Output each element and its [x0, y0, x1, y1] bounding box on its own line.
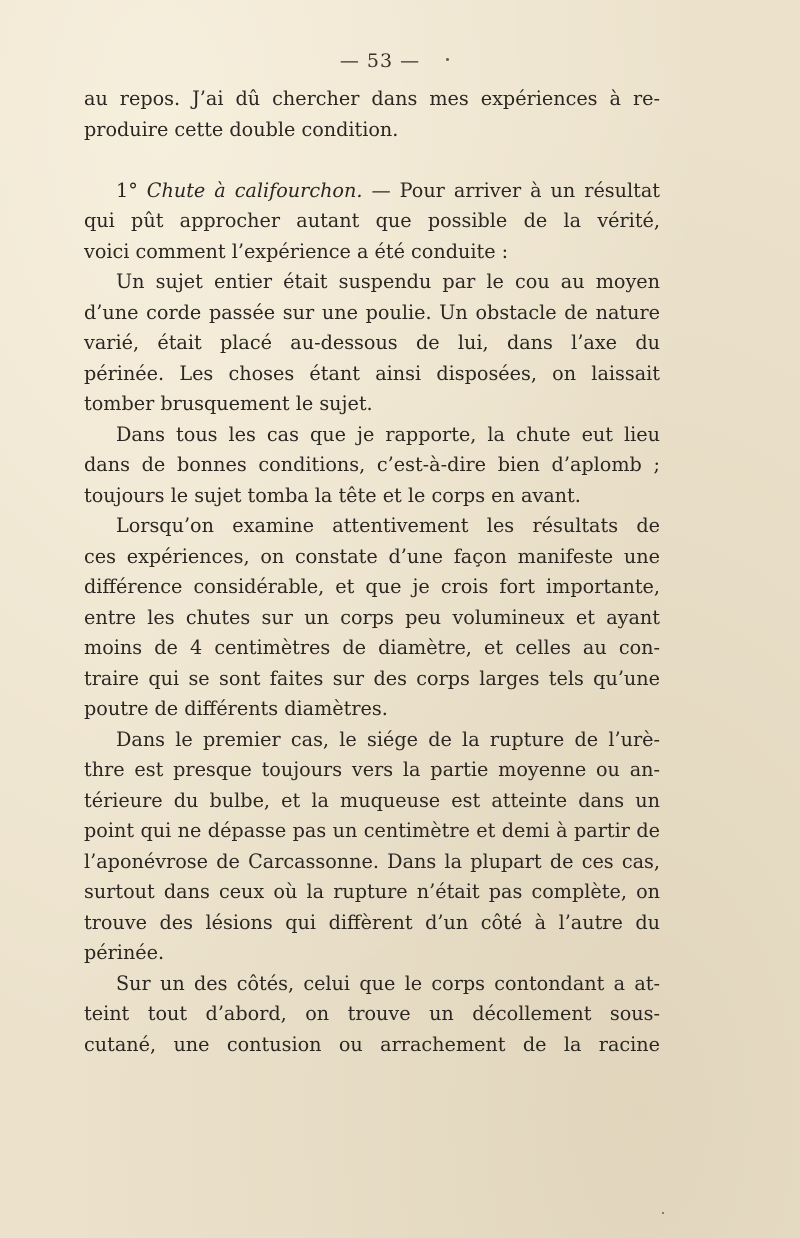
text-line: traire qui se sont faites sur des corps larges tels qu’une [84, 666, 660, 690]
paragraph [84, 511, 660, 725]
text-line: tomber brusquement le sujet. [84, 392, 373, 415]
page-number: — 53 — [339, 50, 421, 72]
section-title: Chute à califourchon. [146, 178, 363, 202]
text-line: voici comment l’expérience a été conduite : [84, 239, 509, 263]
text-line: Un sujet entier était suspendu par le cou au moyen [116, 270, 660, 293]
text-line: surtout dans ceux où la rupture n’était pas complète, on [84, 880, 660, 903]
paragraph [84, 267, 660, 420]
text-line: produire cette double condition. [84, 117, 399, 141]
text-line: Dans le premier cas, le siége de la rupture de l’urè- [116, 727, 660, 751]
text-line: au repos. J’ai dû chercher dans mes expériences à re- [84, 87, 660, 110]
text-line: d’une corde passée sur une poulie. Un obstacle de nature [84, 300, 660, 324]
text-line: entre les chutes sur un corps peu volumineux et ayant [84, 605, 660, 629]
paragraph [84, 969, 660, 1061]
text-line: point qui ne dépasse pas un centimètre et demi à partir de [84, 819, 660, 842]
section-number: 1° [116, 178, 147, 202]
text-line: teint tout d’abord, on trouve un décollement sous- [84, 1002, 660, 1025]
paragraph [84, 420, 660, 512]
text-line: toujours le sujet tomba la tête et le corps en avant. [84, 483, 581, 507]
text-line: térieure du bulbe, et la muqueuse est atteinte dans un [84, 788, 660, 812]
text-line: différence considérable, et que je crois fort importante, [84, 575, 660, 598]
text-line: dans de bonnes conditions, c’est-à-dire bien d’aplomb ; [84, 453, 660, 476]
text-line: cutané, une contusion ou arrachement de la racine [84, 1032, 660, 1056]
text-line: moins de 4 centimètres de diamètre, et celles au con- [84, 636, 660, 659]
text-line: Sur un des côtés, celui que le corps contondant a at- [116, 971, 660, 995]
paper-speck [662, 1212, 664, 1214]
text-line: périnée. Les choses étant ainsi disposées, on laissait [84, 361, 660, 385]
text-line: varié, était placé au-dessous de lui, dans l’axe du [84, 331, 660, 354]
text-line: Lorsqu’on examine attentivement les résultats de [116, 514, 660, 537]
paragraph [84, 725, 660, 969]
text-line: ces expériences, on constate d’une façon manifeste une [84, 544, 660, 568]
paragraph-gap [84, 145, 660, 176]
paper-speck [446, 58, 449, 61]
section-heading-line [84, 176, 660, 207]
text-line: l’aponévrose de Carcassonne. Dans la plupart de ces cas, [84, 849, 660, 873]
text-fragment: — Pour arriver à un résultat [362, 178, 660, 202]
text-line: périnée. [84, 941, 165, 964]
text-line: trouve des lésions qui diffèrent d’un côté à l’autre du [84, 910, 660, 934]
body-text [84, 84, 660, 1060]
text-line: qui pût approcher autant que possible de la vérité, [84, 209, 660, 232]
section-paragraph [84, 176, 660, 268]
text-line: poutre de différents diamètres. [84, 697, 388, 720]
text-line: thre est presque toujours vers la partie moyenne ou an- [84, 758, 660, 781]
text-line: Dans tous les cas que je rapporte, la chute eut lieu [116, 422, 660, 446]
paragraph [84, 84, 660, 145]
